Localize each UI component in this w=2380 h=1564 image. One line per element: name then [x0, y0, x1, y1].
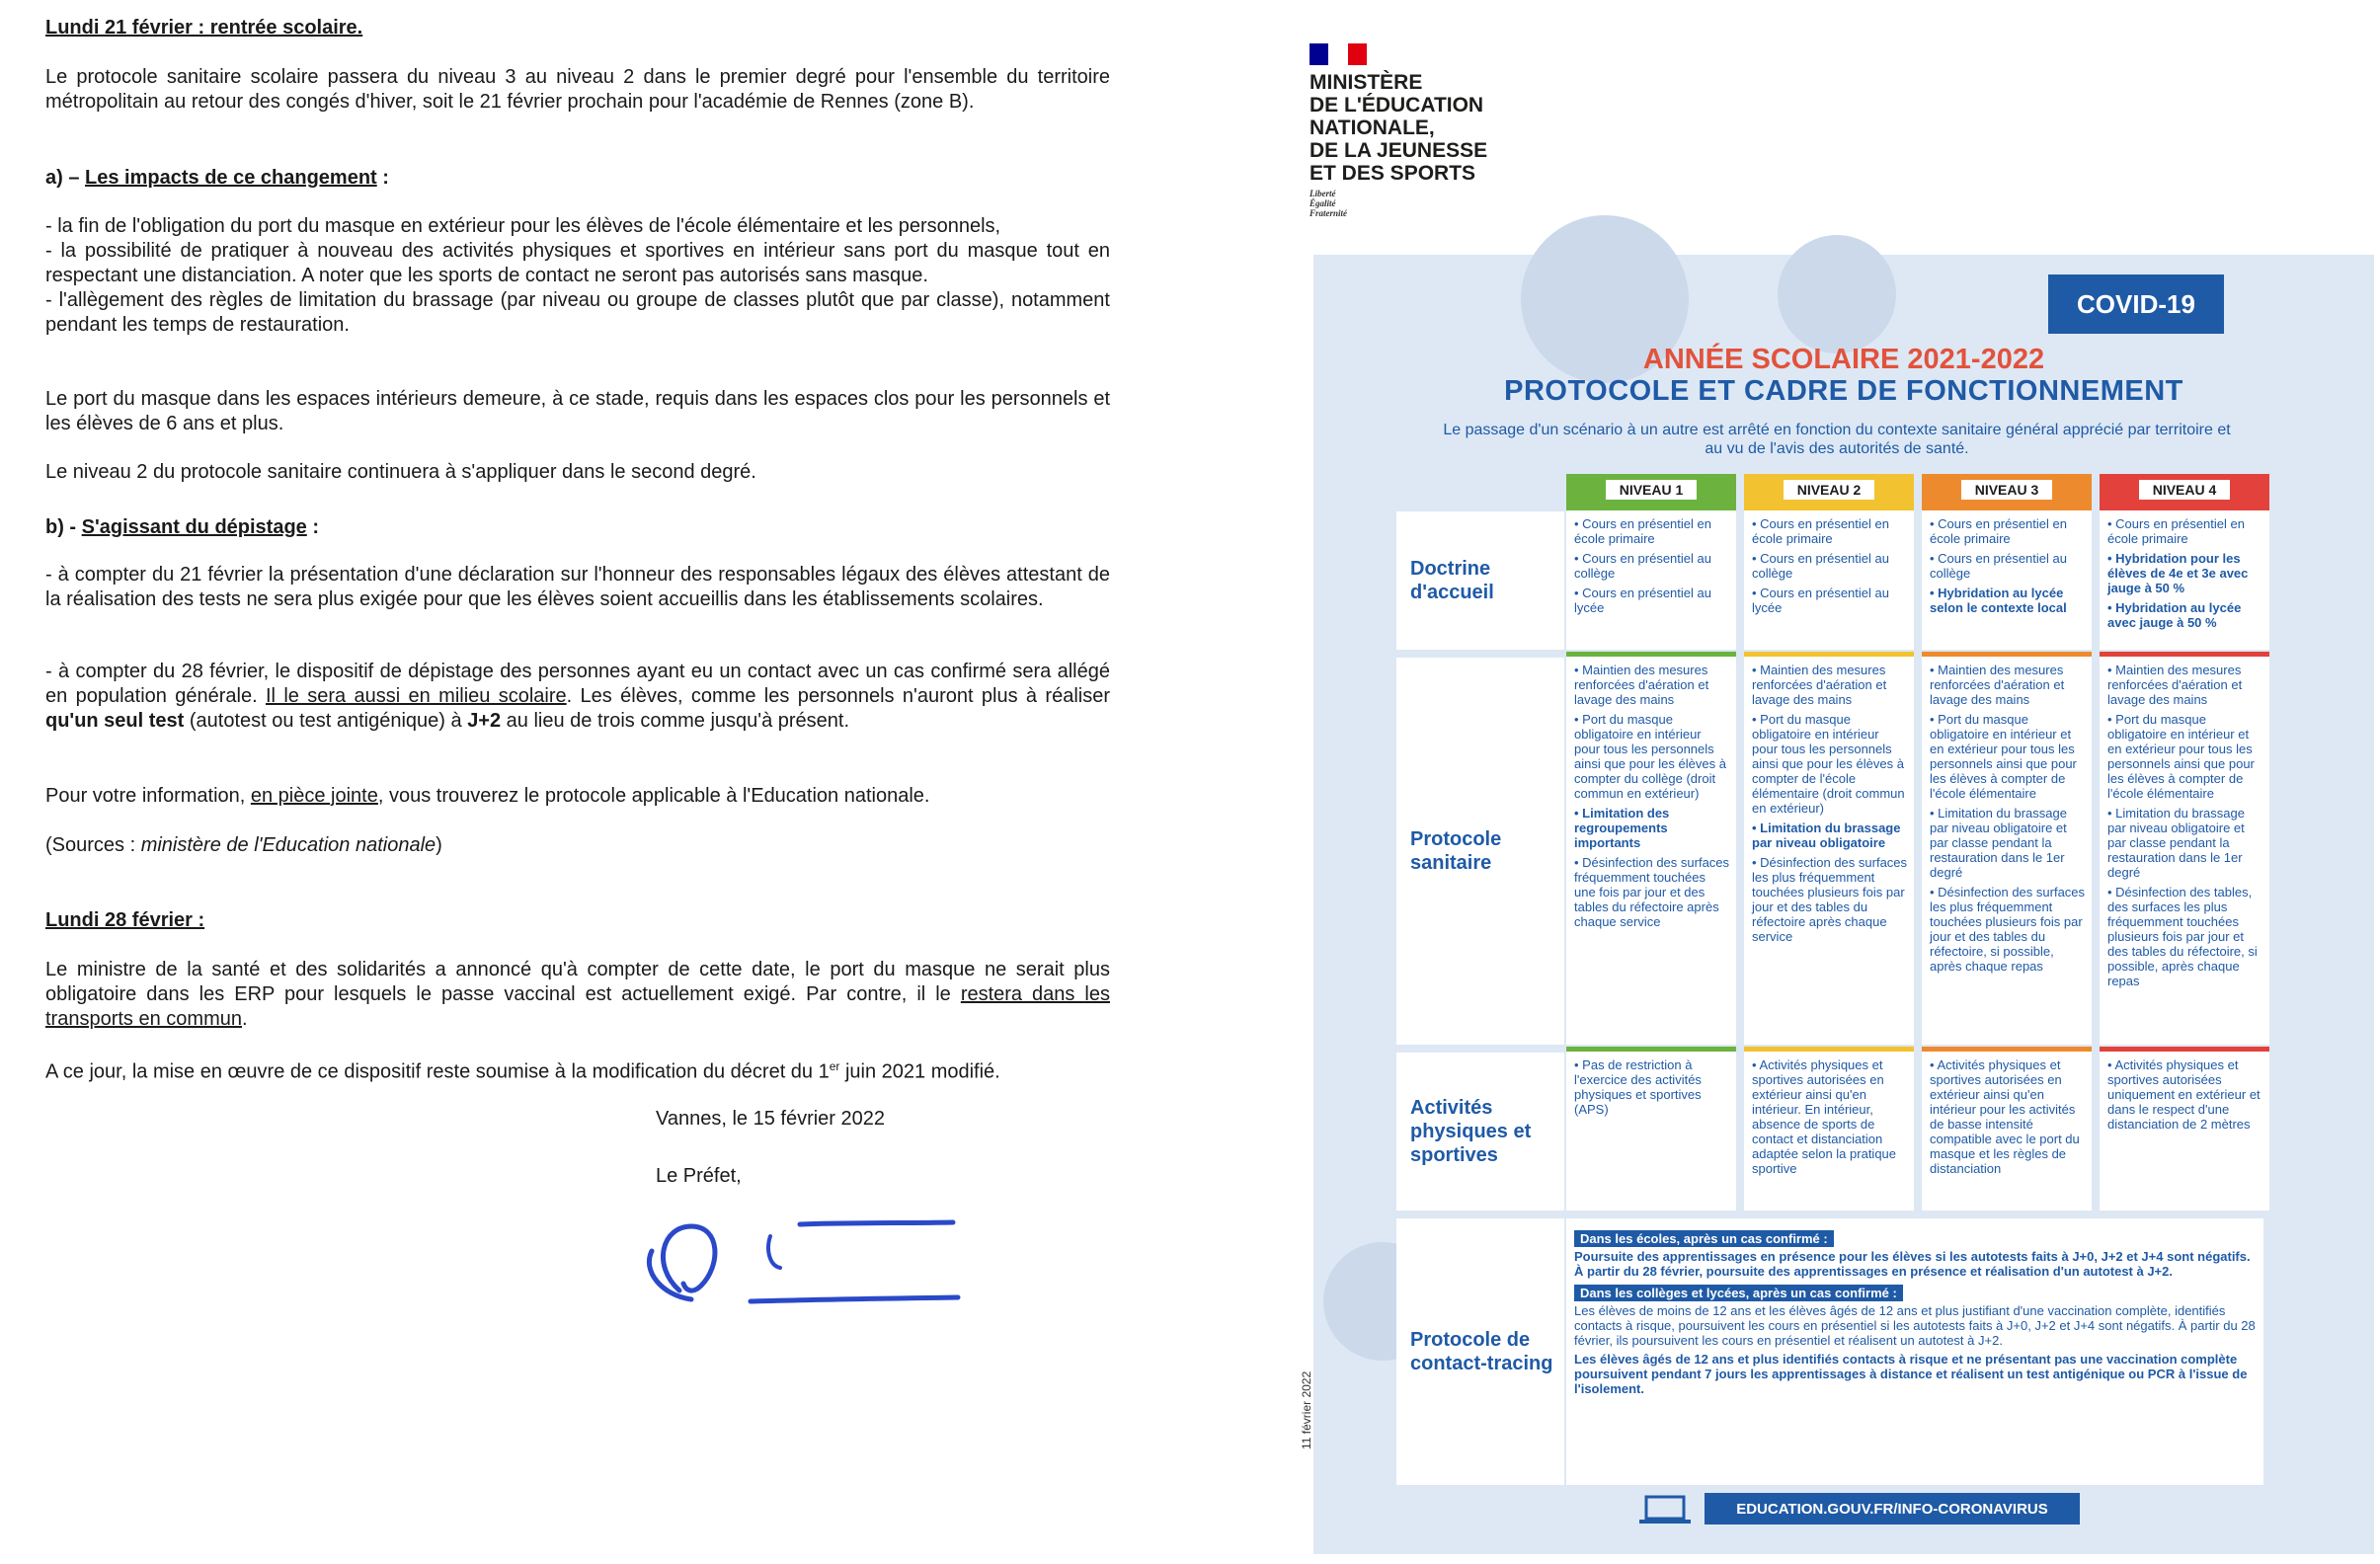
paragraph-protocol-change: Le protocole sanitaire scolaire passera du niveau 3 au niveau 2 dans le premier degré pour l'ensemble du territoire métropolitain au retour des congés d'hiver, soit le 21 février prochain pour l'académie de Rennes (zone B). — [45, 66, 1110, 113]
republic-motto: Liberté Égalité Fraternité — [1309, 189, 1348, 218]
attachment-link[interactable]: en pièce jointe — [250, 785, 378, 807]
level-1-header: NIVEAU 1 — [1566, 474, 1736, 506]
flag-blue-band — [1309, 43, 1328, 65]
cell-protocole-level-2: • Maintien des mesures renforcées d'aération et lavage des mains • Port du masque obligatoire en intérieur pour tous les personnels ainsi que pour les élèves à compter de l'école élémentaire (droit commun en extérieur) • Limitation du brassage par niveau obligatoire • Désinfection des surfaces les plus fréquemment touchées plusieurs fois par jour et des tables du réfectoire après chaque service — [1744, 652, 1914, 1045]
level-2-header: NIVEAU 2 — [1744, 474, 1914, 506]
cell-doctrine-level-4: • Cours en présentiel en école primaire • Hybridation pour les élèves de 4e et 3e avec jauge à 50 % • Hybridation au lycée avec jauge à 50 % — [2100, 506, 2269, 650]
cell-activites-level-4: • Activités physiques et sportives autorisées uniquement en extérieur et dans le respect d'une distanciation de 2 mètres — [2100, 1047, 2269, 1211]
level-3-header: NIVEAU 3 — [1922, 474, 2092, 506]
info-coronavirus-link[interactable]: EDUCATION.GOUV.FR/INFO-CORONAVIRUS — [1705, 1493, 2080, 1525]
cell-activites-level-1: • Pas de restriction à l'exercice des activités physiques et sportives (APS) — [1566, 1047, 1736, 1211]
poster-main-title: PROTOCOLE ET CADRE DE FONCTIONNEMENT — [1504, 375, 2183, 407]
cell-protocole-level-3: • Maintien des mesures renforcées d'aération et lavage des mains • Port du masque obligatoire en intérieur et en extérieur pour tous les personnels ainsi que pour les élèves à compter de l'école élémentaire • Limitation du brassage par niveau obligatoire et par classe pendant la restauration dans le 1er degré • Désinfection des surfaces les plus fréquemment touchées plusieurs fois par jour et des tables du réfectoire, si possible, après chaque repas — [1922, 652, 2092, 1045]
contact-text-colleges: Les élèves de moins de 12 ans et les élèves âgés de 12 ans et plus justifiant d'une vaccination complète, identifiés contacts à risque, poursuivent les cours en présentiel si les autotests faits à J+0, J+2 et J+4 sont négatifs. À partir du 28 février, ils poursuivent les cours en présentiel et réalisent un autotest à J+2. — [1574, 1303, 2256, 1348]
cell-activites-level-3: • Activités physiques et sportives autorisées en extérieur ainsi qu'en intérieur pour les activités de basse intensité compatible avec le port du masque et les règles de distanciation — [1922, 1047, 2092, 1211]
paragraph-second-degree: Le niveau 2 du protocole sanitaire continuera à s'appliquer dans le second degré. — [45, 461, 756, 483]
paragraph-mask-indoor: Le port du masque dans les espaces intérieurs demeure, à ce stade, requis dans les espaces clos pour les personnels et les élèves de 6 ans et plus. — [45, 388, 1110, 434]
republic-flag-icon — [1309, 43, 1367, 65]
cell-doctrine-level-2: • Cours en présentiel en école primaire • Cours en présentiel au collège • Cours en présentiel au lycée — [1744, 506, 1914, 650]
signatory-title: Le Préfet, — [656, 1165, 742, 1187]
paragraph-28-fevrier-testing: - à compter du 28 février, le dispositif de dépistage des personnes ayant eu un contact avec un cas confirmé sera allégé en population générale. Il le sera aussi en milieu scolaire. Les élèves, comme les personnels n'auront plus à réaliser qu'un seul test (autotest ou test antigénique) à J+2 au lieu de trois comme jusqu'à présent. — [45, 661, 1110, 732]
poster-year-title: ANNÉE SCOLAIRE 2021-2022 — [1642, 344, 2045, 375]
paragraph-attachment: Pour votre information, en pièce jointe, vous trouverez le protocole applicable à l'Education nationale. — [45, 785, 930, 807]
row-label-contact: Protocole de contact-tracing — [1396, 1218, 1564, 1485]
signature — [632, 1197, 968, 1305]
heading-21-fevrier: Lundi 21 février : rentrée scolaire. — [45, 17, 363, 39]
poster-date: 11 février 2022 — [1300, 1370, 1313, 1449]
paragraph-sources: (Sources : ministère de l'Education nationale) — [45, 834, 442, 856]
virus-decoration — [1778, 235, 1896, 353]
subheading-impacts: a) – Les impacts de ce changement : — [45, 167, 389, 189]
row-label-doctrine: Doctrine d'accueil — [1396, 511, 1564, 650]
cell-protocole-level-1: • Maintien des mesures renforcées d'aération et lavage des mains • Port du masque obligatoire en intérieur pour tous les personnels ainsi que pour les élèves à compter du collège (droit commun en extérieur) • Limitation des regroupements importants • Désinfection des surfaces fréquemment touchées une fois par jour et des tables du réfectoire après chaque service — [1566, 652, 1736, 1045]
flag-red-band — [1348, 43, 1367, 65]
contact-text-non-vaccines: Les élèves âgés de 12 ans et plus identifiés contacts à risque et ne présentant pas une vaccination complète poursuivent pendant 7 jours les apprentissages à distance et réalisent un test antigénique ou PCR à l'issue de l'isolement. — [1574, 1352, 2248, 1396]
place-and-date: Vannes, le 15 février 2022 — [656, 1108, 886, 1130]
flag-white-band — [1328, 43, 1347, 65]
paragraph-decree: A ce jour, la mise en œuvre de ce dispositif reste soumise à la modification du décret du 1er juin 2021 modifié. — [45, 1059, 1000, 1083]
ministry-logo — [1304, 43, 1487, 218]
paragraph-impacts-list: - la fin de l'obligation du port du masque en extérieur pour les élèves de l'école élémentaire et les personnels, - la possibilité de pratiquer à nouveau des activités physiques et sportives en intérieur sans port du masque tout en respectant une distanciation. A noter que les sports de contact ne seront pas autorisés sans masque. - l'allègement des règles de limitation du brassage (par niveau ou groupe de classes plutôt que par classe), notamment pendant les temps de restauration. — [45, 215, 1110, 336]
covid-protocol-poster — [1300, 255, 2374, 1554]
heading-28-fevrier: Lundi 28 février : — [45, 909, 205, 931]
cell-protocole-level-4: • Maintien des mesures renforcées d'aération et lavage des mains • Port du masque obligatoire en intérieur et en extérieur pour tous les personnels ainsi que pour les élèves à compter de l'école élémentaire • Limitation du brassage par niveau obligatoire et par classe pendant la restauration dans le 1er degré • Désinfection des tables, des surfaces les plus fréquemment touchées plusieurs fois par jour et des tables du réfectoire, si possible, après chaque repas — [2100, 652, 2269, 1045]
poster-intro: Le passage d'un scénario à un autre est arrêté en fonction du contexte sanitaire général apprécié par territoire et au vu de l'avis des autorités de santé. — [1443, 422, 2231, 457]
cell-activites-level-2: • Activités physiques et sportives autorisées en extérieur ainsi qu'en intérieur. En intérieur, absence de sports de contact et distanciation adaptée selon la pratique sportive — [1744, 1047, 1914, 1211]
level-4-header: NIVEAU 4 — [2100, 474, 2269, 506]
covid-19-tag: COVID-19 — [2048, 274, 2224, 334]
paragraph-declaration: - à compter du 21 février la présentation d'une déclaration sur l'honneur des responsables légaux des élèves attestant de la réalisation des tests ne sera plus exigée pour que les élèves soient accueillis dans les établissements scolaires. — [45, 564, 1110, 610]
row-label-activites: Activités physiques et sportives — [1396, 1053, 1564, 1211]
paragraph-erp-mask: Le ministre de la santé et des solidarités a annoncé qu'à compter de cette date, le port du masque ne serait plus obligatoire dans les ERP pour lesquels le passe vaccinal est actuellement exigé. Par contre, il le restera dans les transports en commun. — [45, 959, 1111, 1030]
contact-tag-ecoles: Dans les écoles, après un cas confirmé : — [1574, 1230, 1834, 1247]
row-label-protocole: Protocole sanitaire — [1396, 658, 1564, 1045]
contact-tag-colleges: Dans les collèges et lycées, après un cas confirmé : — [1574, 1285, 1903, 1301]
laptop-icon — [1637, 1495, 1693, 1525]
ministry-name: MINISTÈRE DE L'ÉDUCATION NATIONALE, DE LA JEUNESSE ET DES SPORTS — [1309, 71, 1488, 185]
subheading-depistage: b) - S'agissant du dépistage : — [45, 516, 320, 538]
cell-doctrine-level-3: • Cours en présentiel en école primaire • Cours en présentiel au collège • Hybridation au lycée selon le contexte local — [1922, 506, 2092, 650]
contact-text-ecoles: Poursuite des apprentissages en présence pour les élèves si les autotests faits à J+0, J+2 et J+4 sont négatifs. À partir du 28 février, poursuite des apprentissages en présence et réalisation d'un autotest à J+2. — [1574, 1249, 2251, 1279]
cell-contact-tracing — [1566, 1218, 2263, 1485]
cell-doctrine-level-1: • Cours en présentiel en école primaire • Cours en présentiel au collège • Cours en présentiel au lycée — [1566, 506, 1736, 650]
